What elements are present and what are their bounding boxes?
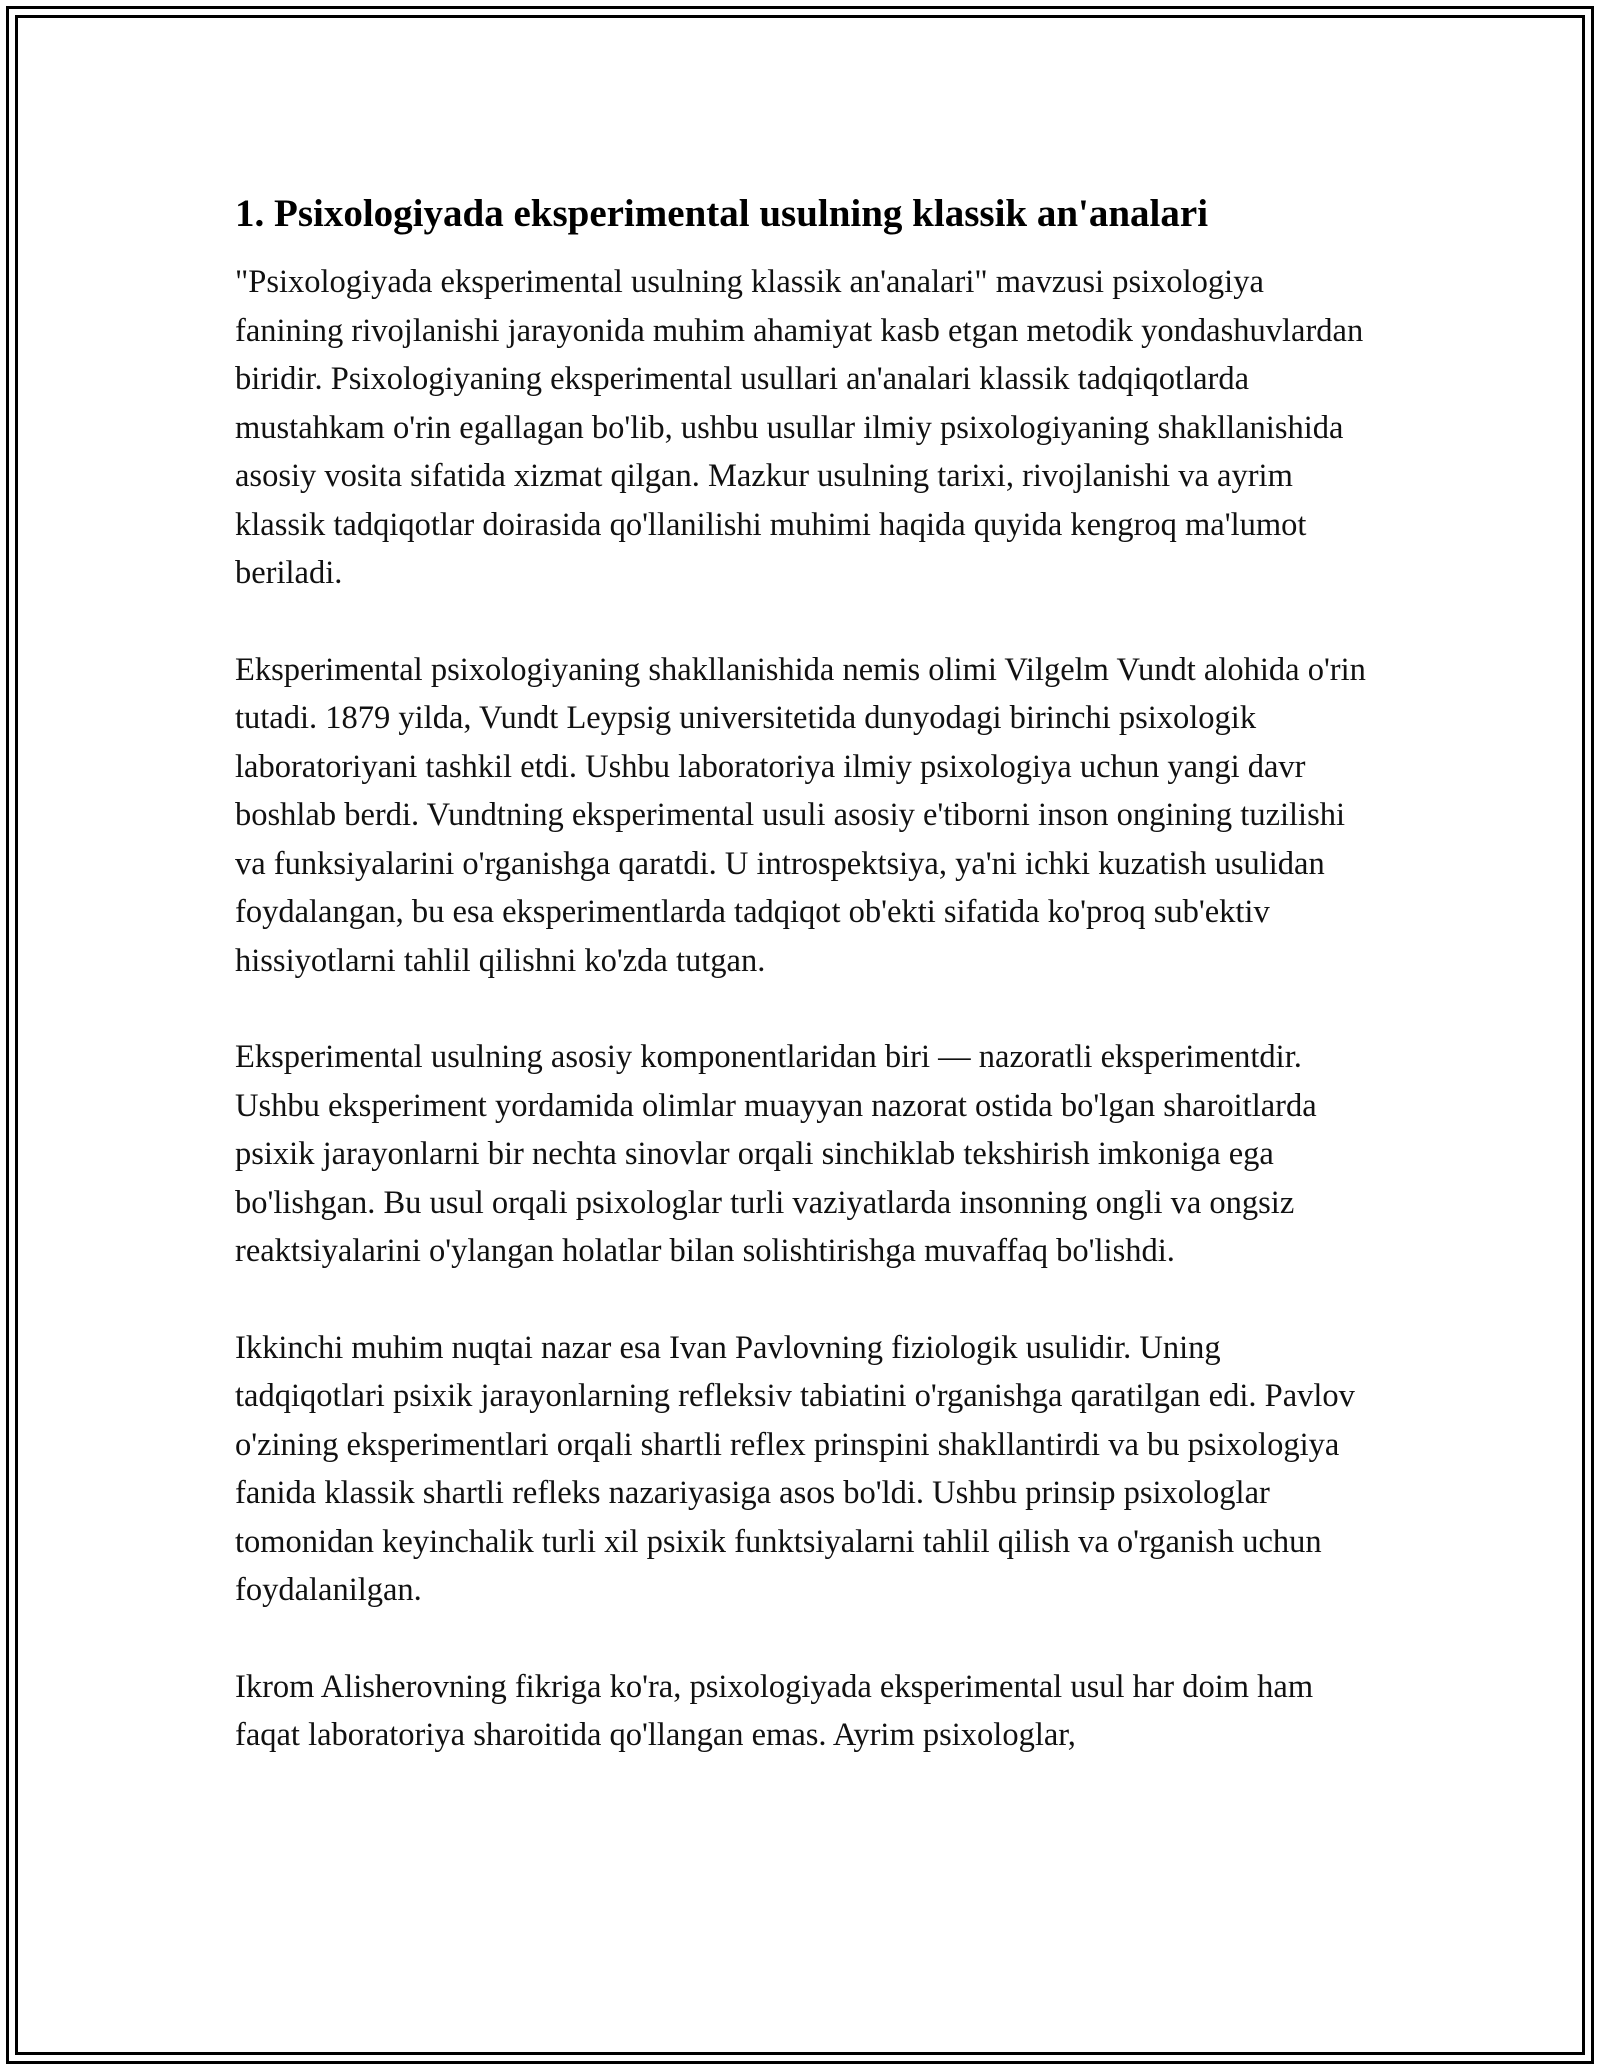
paragraph-controlled-experiment: Eksperimental usulning asosiy komponentlaridan biri — nazoratli eksperimentdir. Ushbu eksperiment yordamida olimlar muayyan nazorat ostida bo'lgan sharoitlarda psixik jarayonlarni bir nechta sinovlar orqali sinchiklab tekshirish imkoniga ega bo'lishgan. Bu usul orqali psixologlar turli vaziyatlarda insonning ongli va ongsiz reaktsiyalarini o'ylangan holatlar bilan solishtirishga muvaffaq bo'lishdi. [235, 1039, 1317, 1269]
paragraph-pavlov: Ikkinchi muhim nuqtai nazar esa Ivan Pavlovning fiziologik usulidir. Uning tadqiqotlari psixik jarayonlarning refleksiv tabiatini o'rganishga qaratilgan edi. Pavlov o'zining eksperimentlari orqali shartli reflex prinspini shakllantirdi va bu psixologiya fanida klassik shartli refleks nazariyasiga asos bo'ldi. Ushbu prinsip psixologlar tomonidan keyinchalik turli xil psixik funktsiyalarni tahlil qilish va o'rganish uchun foydalanilgan. [235, 1329, 1355, 1608]
paragraph-alisherov: Ikrom Alisherovning fikriga ko'ra, psixologiyada eksperimental usul har doim ham faqat laboratoriya sharoitida qo'llangan emas. Ayrim psixologlar, [235, 1668, 1314, 1753]
section-heading: 1. Psixologiyada eksperimental usulning klassik an'analari [235, 192, 1209, 235]
paragraph-wundt: Eksperimental psixologiyaning shakllanishida nemis olimi Vilgelm Vundt alohida o'rin tutadi. 1879 yilda, Vundt Leypsig universitetida dunyodagi birinchi psixologik laboratoriyani tashkil etdi. Ushbu laboratoriya ilmiy psixologiya uchun yangi davr boshlab berdi. Vundtning eksperimental usuli asosiy e'tiborni inson ongining tuzilishi va funksiyalarini o'rganishga qaratdi. U introspektsiya, ya'ni ichki kuzatish usulidan foydalangan, bu esa eksperimentlarda tadqiqot ob'ekti sifatida ko'proq sub'ektiv hissiyotlarni tahlil qilishni ko'zda tutgan. [235, 651, 1366, 979]
document-body [235, 188, 1375, 1808]
paragraph-intro: "Psixologiyada eksperimental usulning klassik an'analari" mavzusi psixologiya fanining rivojlanishi jarayonida muhim ahamiyat kasb etgan metodik yondashuvlardan biridir. Psixologiyaning eksperimental usullari an'analari klassik tadqiqotlarda mustahkam o'rin egallagan bo'lib, ushbu usullar ilmiy psixologiyaning shakllanishida asosiy vosita sifatida xizmat qilgan. Mazkur usulning tarixi, rivojlanishi va ayrim klassik tadqiqotlar doirasida qo'llanilishi muhimi haqida quyida kengroq ma'lumot beriladi. [235, 264, 1364, 591]
